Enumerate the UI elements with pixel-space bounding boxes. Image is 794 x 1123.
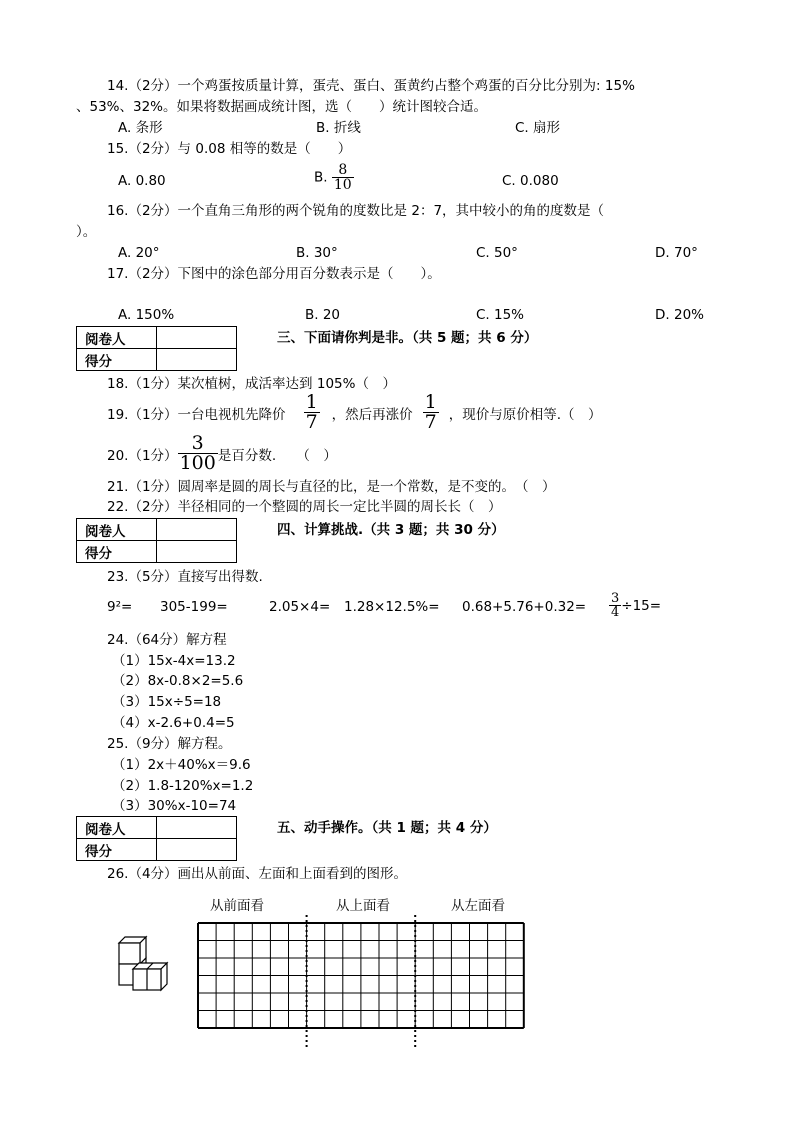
q15-option-a: A. 0.80: [118, 173, 166, 189]
q23-item-2: 305-199=: [160, 599, 228, 615]
section3-title: 三、下面请你判是非。（共 5 题；共 6 分）: [277, 330, 538, 346]
view-label-top: 从上面看: [336, 898, 390, 914]
q15-option-b-prefix: B.: [314, 169, 328, 186]
fraction-denominator: 100: [179, 452, 216, 474]
q14-line2: 、53%、32%。如果将数据画成统计图，选（ ）统计图较合适。: [76, 99, 488, 115]
q26-stem: 26.（4分）画出从前面、左面和上面看到的图形。: [107, 866, 408, 882]
q23-item-3: 2.05×4=: [269, 599, 331, 615]
score-box: [76, 518, 237, 563]
q23-item-5: 0.68+5.76+0.32=: [462, 599, 587, 615]
q17-option-d: D. 20%: [655, 307, 704, 323]
view-label-left: 从左面看: [451, 898, 505, 914]
reviewer-cell[interactable]: [157, 519, 237, 541]
q23-item-1: 9²=: [107, 599, 133, 615]
reviewer-label: 阅卷人: [77, 817, 157, 839]
q16-line1: 16.（2分）一个直角三角形的两个锐角的度数比是 2：7，其中较小的角的度数是（: [107, 203, 605, 219]
reviewer-cell[interactable]: [157, 327, 237, 349]
q17-stem: 17.（2分）下图中的涂色部分用百分数表示是（ ）。: [107, 266, 441, 282]
q14-line1: 14.（2分）一个鸡蛋按质量计算，蛋壳、蛋白、蛋黄约占整个鸡蛋的百分比分别为: 15%: [107, 78, 635, 94]
score-label: 得分: [77, 541, 157, 563]
score-box: [76, 816, 237, 861]
q21-text: 21.（1分）圆周率是圆的周长与直径的比，是一个常数，是不变的。 （ ）: [107, 479, 556, 495]
reviewer-label: 阅卷人: [77, 519, 157, 541]
section4-title: 四、计算挑战.（共 3 题；共 30 分）: [277, 522, 505, 538]
fraction-numerator: 1: [305, 391, 318, 413]
q17-option-a: A. 150%: [118, 307, 175, 323]
reviewer-label: 阅卷人: [77, 327, 157, 349]
q24-stem: 24.（64分）解方程: [107, 632, 227, 648]
fraction-numerator: 8: [338, 162, 348, 178]
score-cell[interactable]: [157, 839, 237, 861]
q19-part3: ，现价与原价相等.（ ）: [448, 406, 602, 423]
score-box: [76, 326, 237, 371]
score-cell[interactable]: [157, 349, 237, 371]
fraction-denominator: 7: [305, 411, 318, 433]
fraction-denominator: 4: [611, 605, 620, 620]
q16-option-a: A. 20°: [118, 245, 160, 261]
q14-option-c: C. 扇形: [515, 120, 561, 136]
q17-option-c: C. 15%: [476, 307, 525, 323]
q19-line: [107, 393, 602, 432]
q16-option-c: C. 50°: [476, 245, 518, 261]
q19-part1: 19.（1分）一台电视机先降价: [107, 406, 286, 423]
q24-item-3: （3）15x÷5=18: [112, 694, 222, 710]
q23-item-4: 1.28×12.5%=: [344, 599, 440, 615]
q14-option-a: A. 条形: [118, 120, 163, 136]
q16-option-b: B. 30°: [296, 245, 338, 261]
q23-fraction: [609, 592, 621, 619]
section5-title: 五、动手操作。（共 1 题；共 4 分）: [277, 820, 497, 836]
q15-option-b: [314, 163, 354, 192]
q25-item-2: （2）1.8-120%x=1.2: [112, 778, 254, 794]
q19-fraction-2: [423, 393, 439, 432]
q20-line: [107, 434, 337, 473]
fraction-denominator: 10: [333, 177, 352, 193]
q19-fraction-1: [304, 393, 320, 432]
q18-text: 18.（1分）某次植树，成活率达到 105%（ ）: [107, 376, 396, 392]
reviewer-cell[interactable]: [157, 817, 237, 839]
q20-suffix: 是百分数. （ ）: [217, 447, 337, 464]
q16-option-d: D. 70°: [655, 245, 698, 261]
q14-option-b: B. 折线: [316, 120, 361, 136]
score-cell[interactable]: [157, 541, 237, 563]
q22-text: 22.（2分）半径相同的一个整圆的周长一定比半圆的周长长（ ）: [107, 499, 502, 515]
score-label: 得分: [77, 839, 157, 861]
q20-fraction: [178, 434, 218, 473]
q17-option-b: B. 20: [305, 307, 341, 323]
q19-part2: ，然后再涨价: [331, 406, 413, 423]
fraction-numerator: 3: [611, 591, 620, 606]
q23-item-6: [609, 592, 661, 619]
q25-item-1: （1）2x＋40%x＝9.6: [112, 757, 251, 773]
q24-item-1: （1）15x-4x=13.2: [112, 653, 236, 669]
fraction-numerator: 3: [191, 432, 204, 454]
q15-option-c: C. 0.080: [502, 173, 559, 189]
q16-line2: ）。: [76, 224, 97, 240]
q24-item-2: （2）8x-0.8×2=5.6: [112, 673, 244, 689]
q25-stem: 25.（9分）解方程。: [107, 736, 232, 752]
q20-prefix: 20.（1分）: [107, 447, 178, 464]
cube-stack-figure: [112, 935, 174, 995]
score-label: 得分: [77, 349, 157, 371]
q23-item-6-suffix: ÷15=: [621, 597, 662, 614]
drawing-grid[interactable]: [190, 915, 530, 1050]
q23-stem: 23.（5分）直接写出得数.: [107, 569, 263, 585]
fraction-denominator: 7: [424, 411, 437, 433]
fraction-numerator: 1: [424, 391, 437, 413]
q25-item-3: （3）30%x-10=74: [112, 798, 237, 814]
q24-item-4: （4）x-2.6+0.4=5: [112, 715, 235, 731]
view-label-front: 从前面看: [210, 898, 264, 914]
q15-stem: 15.（2分）与 0.08 相等的数是（ ）: [107, 141, 352, 157]
q15-option-b-fraction: [332, 163, 354, 192]
